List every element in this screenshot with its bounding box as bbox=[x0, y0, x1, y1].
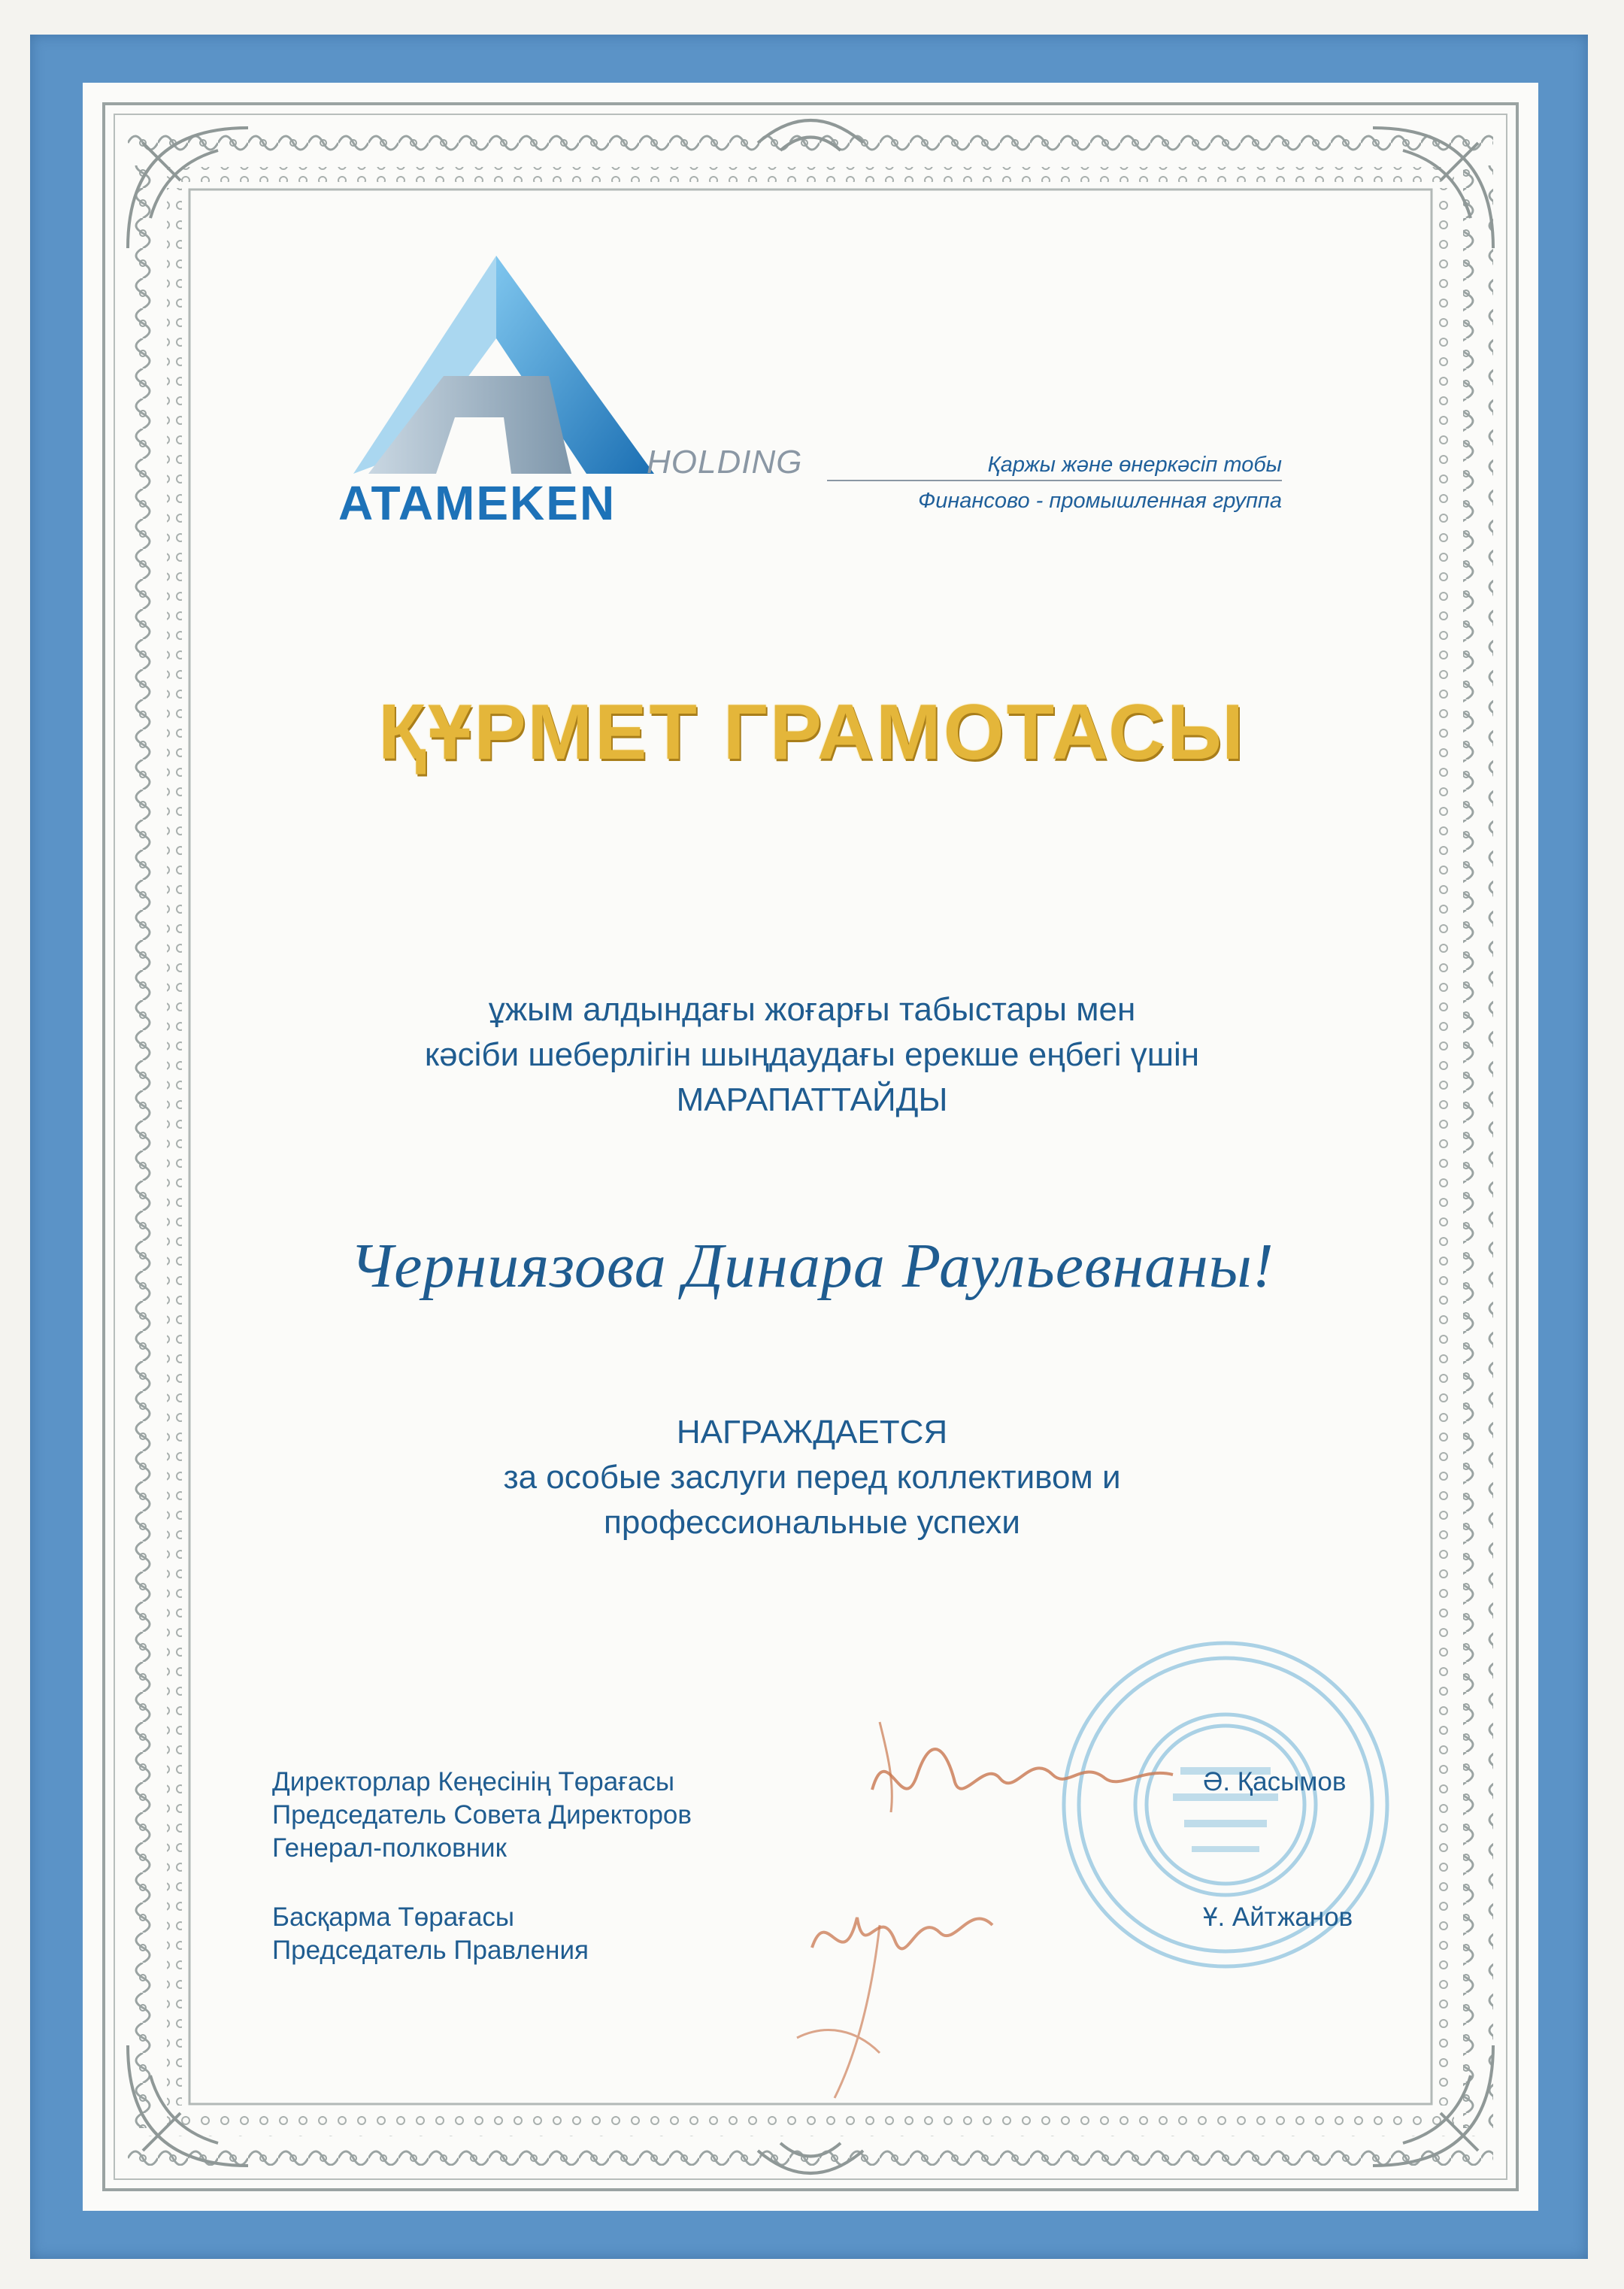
signatory-2-title-line-1: Басқарма Төрағасы bbox=[272, 1902, 515, 1932]
tagline-ru: Финансово - промышленная группа bbox=[918, 489, 1282, 513]
signatory-1-name: Ә. Қасымов bbox=[1203, 1767, 1347, 1796]
signature-2-icon bbox=[767, 1857, 1038, 2113]
brand-name: ATAMEKEN bbox=[338, 476, 617, 530]
signatory-2-name: Ұ. Айтжанов bbox=[1203, 1902, 1353, 1932]
signatory-2-title-line-2: Председатель Правления bbox=[272, 1936, 589, 1965]
signature-1-icon bbox=[857, 1707, 1188, 1827]
signatory-1-title-line-2: Председатель Совета Директоров bbox=[272, 1800, 692, 1830]
tagline-divider bbox=[827, 480, 1282, 481]
kz-award-word: МАРАПАТТАЙДЫ bbox=[676, 1081, 948, 1118]
signatory-2-title bbox=[272, 1901, 589, 1967]
holding-label: HOLDING bbox=[647, 444, 803, 481]
signatory-1-title bbox=[272, 1766, 692, 1865]
recipient-name: Черниязова Динара Раульевнаны! bbox=[350, 1231, 1274, 1301]
ru-award-word: НАГРАЖДАЕТСЯ bbox=[676, 1414, 948, 1451]
kz-text-line-1: ұжым алдындағы жоғарғы табыстары мен bbox=[488, 991, 1136, 1028]
signatory-1-title-line-1: Директорлар Кеңесінің Төрағасы bbox=[272, 1767, 675, 1796]
atameken-logo-icon bbox=[323, 256, 654, 481]
certificate-title: ҚҰРМЕТ ГРАМОТАСЫ bbox=[378, 689, 1246, 776]
kz-text-line-2: кәсіби шеберлігін шыңдаудағы ерекше еңбегі үшін bbox=[424, 1036, 1200, 1073]
ru-text-line-2: за особые заслуги перед коллективом и bbox=[503, 1459, 1121, 1496]
signatory-1-title-line-3: Генерал-полковник bbox=[272, 1833, 507, 1863]
tagline-kz: Қаржы және өнеркәсіп тобы bbox=[987, 453, 1282, 477]
ru-text-line-3: профессиональные успехи bbox=[604, 1504, 1020, 1541]
